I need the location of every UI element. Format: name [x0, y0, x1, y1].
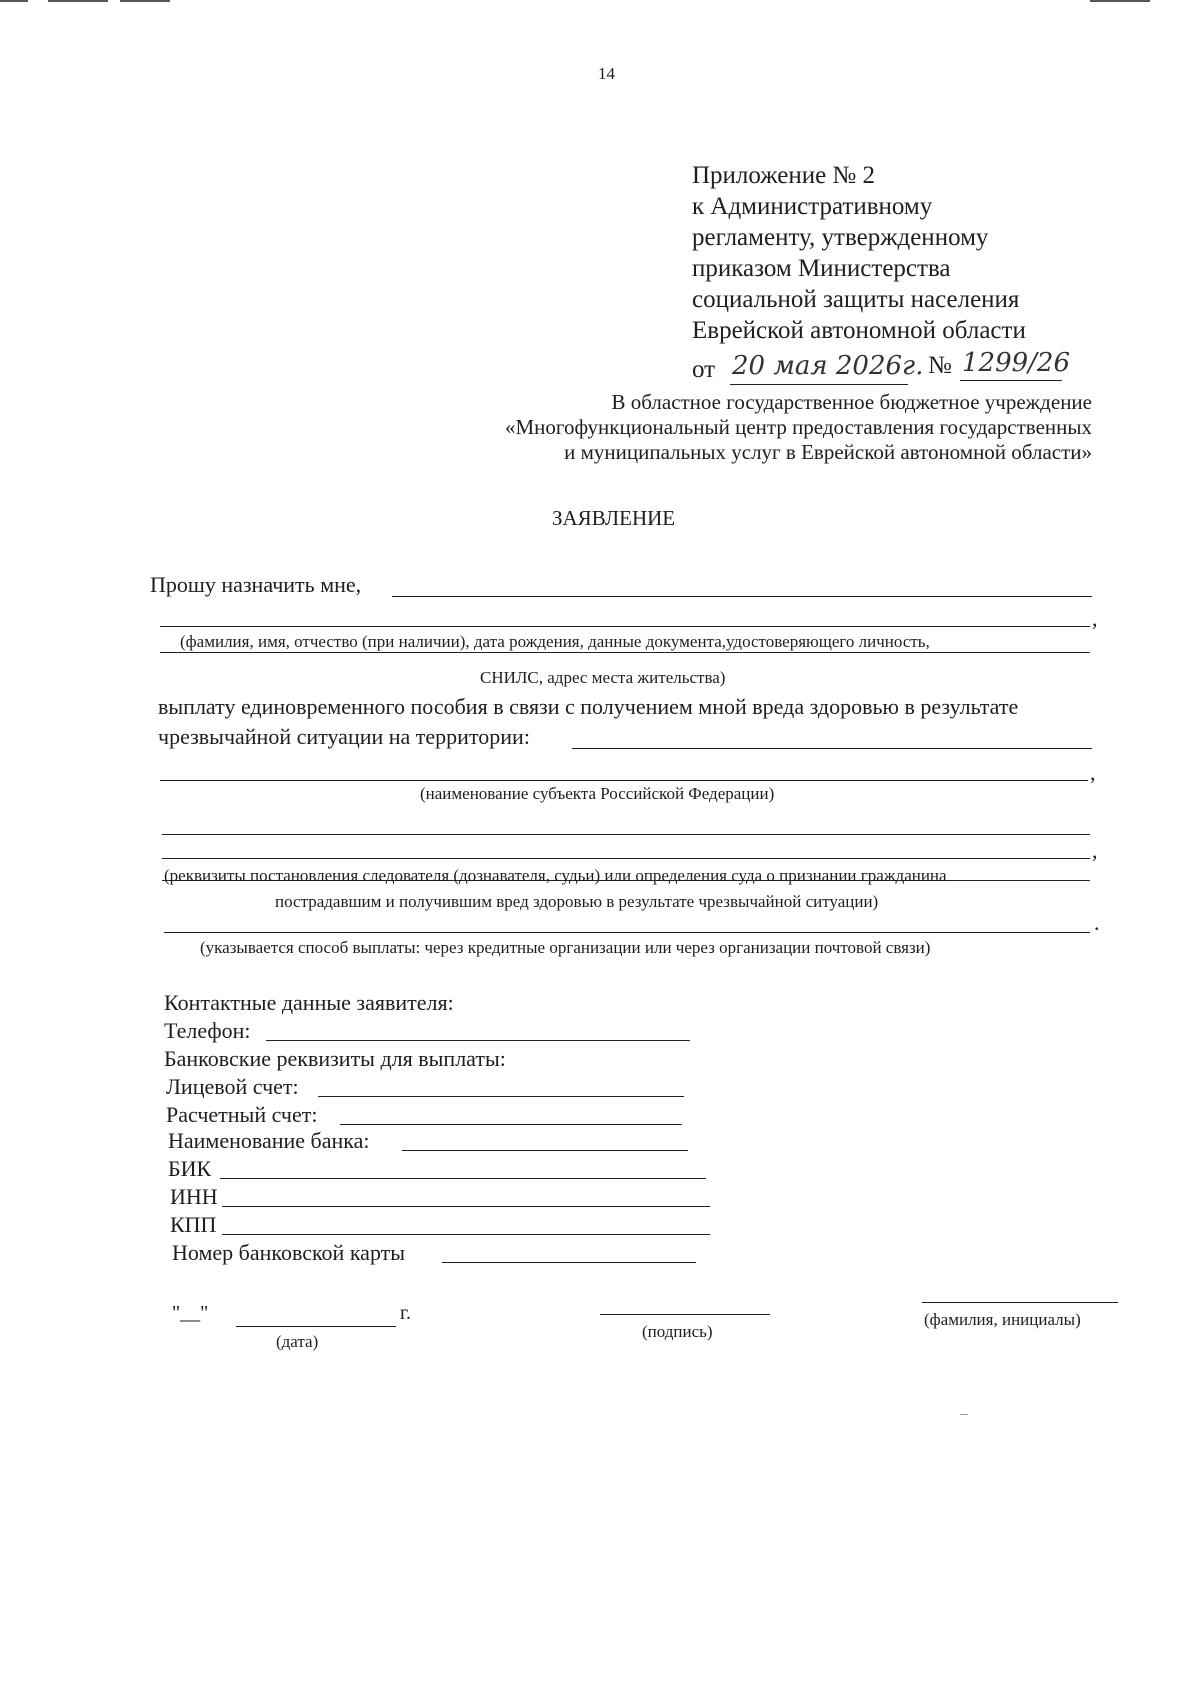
inn-label: ИНН [170, 1184, 218, 1209]
comma-2: , [1090, 760, 1096, 785]
annex-line: Еврейской автономной области [692, 317, 1026, 344]
bank-name-label: Наименование банка: [168, 1128, 370, 1153]
kpp-label: КПП [170, 1212, 217, 1237]
inn-field[interactable] [222, 1206, 710, 1207]
name-field[interactable] [922, 1302, 1118, 1303]
annex-line: к Административному [692, 193, 933, 220]
date-quote: "__" [172, 1302, 209, 1324]
caption-person-2: СНИЛС, адрес места жительства) [480, 668, 726, 687]
annex-number-line [960, 380, 1062, 381]
payment-line-1: выплату единовременного пособия в связи с получением мной вреда здоровью в результате [158, 694, 1019, 719]
annex-number-prefix: № [928, 352, 952, 379]
personal-account-field[interactable] [318, 1096, 684, 1097]
signature-caption: (подпись) [642, 1322, 713, 1341]
request-line-2[interactable] [160, 626, 1090, 627]
card-field[interactable] [442, 1262, 696, 1263]
contacts-heading: Контактные данные заявителя: [164, 990, 454, 1015]
bik-label: БИК [168, 1156, 212, 1181]
request-line-1[interactable] [392, 596, 1092, 597]
decision-line-2[interactable] [162, 858, 1090, 859]
caption-decision-1: (реквизиты постановления следователя (дознавателя, судьи) или определения суда о признании гражданина [164, 866, 947, 885]
annex-line: регламенту, утвержденному [692, 224, 989, 251]
page-number: 14 [598, 64, 615, 83]
annex-date-prefix: от [692, 356, 716, 383]
bank-name-field[interactable] [402, 1150, 688, 1151]
date-caption: (дата) [276, 1332, 319, 1351]
caption-method: (указывается способ выплаты: через кредитные организации или через организации почтовой связи) [200, 938, 931, 957]
name-caption: (фамилия, инициалы) [924, 1310, 1081, 1329]
annex-block [692, 160, 1026, 346]
kpp-field[interactable] [222, 1234, 710, 1235]
payment-line-2: чрезвычайной ситуации на территории: [158, 724, 530, 749]
scan-edge-marks [0, 0, 1200, 4]
signature-field[interactable] [600, 1314, 770, 1315]
caption-decision-2: пострадавшим и получившим вред здоровью в результате чрезвычайной ситуации) [275, 892, 879, 911]
year-suffix: г. [400, 1302, 411, 1324]
caption-person-1: (фамилия, имя, отчество (при наличии), дата рождения, данные документа,удостоверяющего личность, [180, 632, 930, 651]
addressee-block [505, 390, 1092, 465]
date-field[interactable] [236, 1326, 396, 1327]
phone-field[interactable] [266, 1040, 690, 1041]
decision-line-1[interactable] [162, 834, 1090, 835]
territory-line-2[interactable] [160, 780, 1088, 781]
annex-date-handwritten: 20 мая 2026г. [732, 351, 924, 381]
request-prefix: Прошу назначить мне, [150, 572, 362, 597]
comma-3: , [1092, 838, 1098, 863]
personal-account-label: Лицевой счет: [166, 1074, 299, 1099]
bank-heading: Банковские реквизиты для выплаты: [164, 1046, 506, 1071]
scan-speck [960, 1414, 968, 1415]
method-line[interactable] [164, 932, 1090, 933]
phone-label: Телефон: [164, 1018, 251, 1043]
annex-line: социальной защиты населения [692, 286, 1020, 313]
addressee-line: и муниципальных услуг в Еврейской автономной области» [564, 440, 1092, 464]
territory-line-1[interactable] [572, 748, 1092, 749]
settlement-account-label: Расчетный счет: [166, 1102, 318, 1127]
document-title: ЗАЯВЛЕНИЕ [552, 506, 676, 530]
caption-region: (наименование субъекта Российской Федерации) [420, 784, 775, 803]
annex-line: приказом Министерства [692, 255, 951, 282]
settlement-account-field[interactable] [340, 1124, 682, 1125]
addressee-line: В областное государственное бюджетное учреждение [611, 390, 1092, 414]
addressee-line: «Многофункциональный центр предоставления государственных [504, 415, 1092, 439]
request-line-3[interactable] [160, 652, 1090, 653]
annex-number-handwritten: 1299/26 [962, 348, 1071, 378]
annex-line: Приложение № 2 [692, 162, 876, 189]
card-label: Номер банковской карты [172, 1240, 406, 1265]
period-1: . [1094, 910, 1100, 935]
bik-field[interactable] [220, 1178, 706, 1179]
annex-date-line [730, 384, 908, 385]
comma-1: , [1092, 606, 1098, 631]
